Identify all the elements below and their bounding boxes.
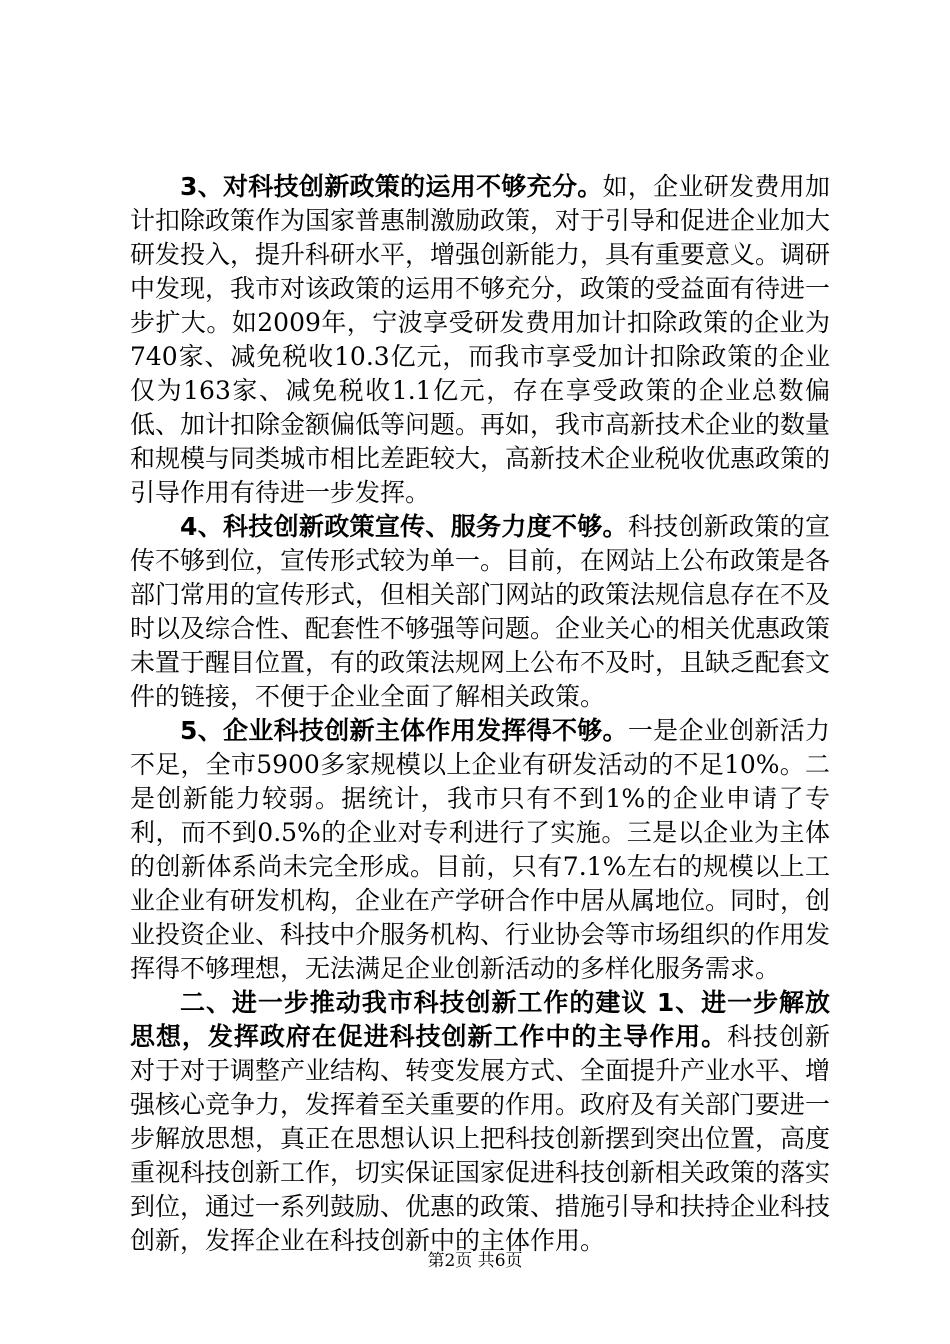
paragraph-text: 科技创新政策的宣传不够到位，宣传形式较为单一。目前，在网站上公布政策是各部门常用的宣传形式，但相关部门网站的政策法规信息存在不及时以及综合性、配套性不够强等问题。企业关心的相关优惠政策未置于醒目位置，有的政策法规网上公布不及时，且缺乏配套文件的链接，不便于企业全面了解相关政策。 — [130, 512, 831, 711]
paragraph-heading: 二、进一步推动我市科技创新工作的建议 1、进一步解放思想，发挥政府在促进科技创新工作中的主导作用。 — [130, 988, 830, 1051]
paragraph-policy-usage — [130, 170, 830, 510]
paragraph-suggestions — [130, 986, 830, 1258]
paragraph-enterprise-role — [130, 714, 830, 986]
paragraph-text: 如，企业研发费用加计扣除政策作为国家普惠制激励政策，对于引导和促进企业加大研发投入，提升科研水平，增强创新能力，具有重要意义。调研中发现，我市对该政策的运用不够充分，政策的受益面有待进一步扩大。如2009年，宁波享受研发费用加计扣除政策的企业为740家、减免税收10.3亿元，而我市享受加计扣除政策的企业仅为163家、减免税收1.1亿元，存在享受政策的企业总数偏低、加计扣除金额偏低等问题。再如，我市高新技术企业的数量和规模与同类城市相比差距较大，高新技术企业税收优惠政策的引导作用有待进一步发挥。 — [130, 172, 831, 507]
paragraph-heading: 5、企业科技创新主体作用发挥得不够。 — [180, 716, 628, 745]
paragraph-text: 一是企业创新活力不足，全市5900多家规模以上企业有研发活动的不足10%。二是创新能力较弱。据统计，我市只有不到1%的企业申请了专利，而不到0.5%的企业对专利进行了实施。三是以企业为主体的创新体系尚未完全形成。目前，只有7.1%左右的规模以上工业企业有研发机构，企业在产学研合作中居从属地位。同时，创业投资企业、科技中介服务机构、行业协会等市场组织的作用发挥得不够理想，无法满足企业创新活动的多样化服务需求。 — [130, 716, 831, 983]
page-number-footer: 第2页 共6页 — [427, 1251, 523, 1271]
paragraph-heading: 4、科技创新政策宣传、服务力度不够。 — [180, 512, 628, 541]
document-body — [130, 170, 830, 1258]
paragraph-policy-promotion — [130, 510, 830, 714]
paragraph-heading: 3、对科技创新政策的运用不够充分。 — [180, 172, 603, 201]
paragraph-text: 科技创新对于对于调整产业结构、转变发展方式、全面提升产业水平、增强核心竞争力，发挥着至关重要的作用。政府及有关部门要进一步解放思想，真正在思想认识上把科技创新摆到突出位置，高度重视科技创新工作，切实保证国家促进科技创新相关政策的落实到位，通过一系列鼓励、优惠的政策、措施引导和扶持企业科技创新，发挥企业在科技创新中的主体作用。 — [130, 1022, 831, 1255]
